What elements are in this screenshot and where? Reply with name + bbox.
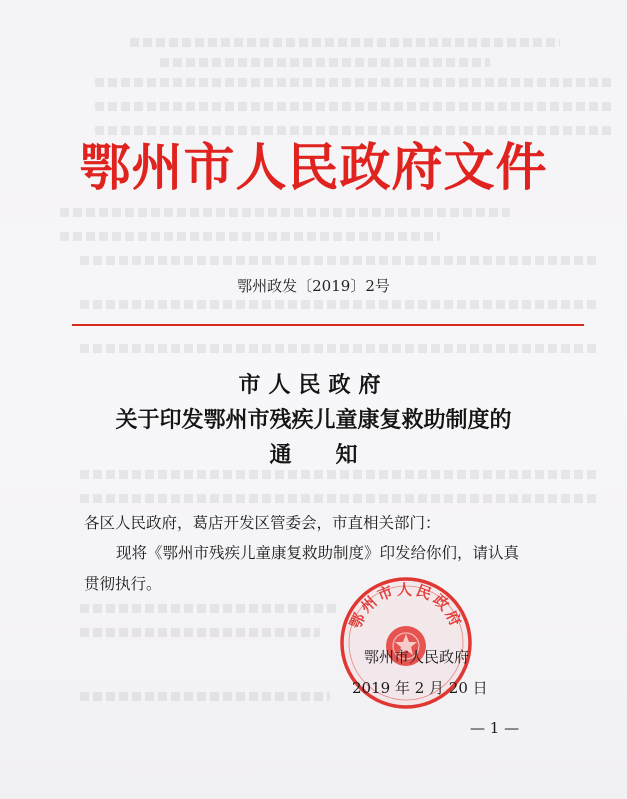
body-paragraph-line-1: 现将《鄂州市残疾儿童康复救助制度》印发给你们，请认真 (116, 544, 520, 562)
bleed-through-line (80, 300, 600, 309)
bleed-through-line (80, 604, 340, 613)
page-number: — 1 — (470, 719, 520, 737)
document-masthead: 鄂州市人民政府文件 (79, 138, 548, 198)
bleed-through-line (95, 126, 615, 135)
signature-date: 2019 年 2 月 20 日 (352, 679, 488, 697)
title-type: 通知 (269, 442, 402, 468)
bleed-through-line (80, 692, 330, 701)
document-number: 鄂州政发〔2019〕2号 (237, 277, 390, 295)
title-subject: 关于印发鄂州市残疾儿童康复救助制度的 (115, 407, 512, 433)
body-paragraph-line-2: 贯彻执行。 (84, 575, 162, 593)
bleed-through-line (80, 628, 320, 637)
bleed-through-line (80, 470, 600, 479)
red-separator-rule (72, 324, 584, 326)
addressee-line: 各区人民政府，葛店开发区管委会，市直相关部门： (84, 514, 441, 532)
title-issuer: 市人民政府 (238, 372, 389, 398)
bleed-through-line (95, 78, 615, 87)
bleed-through-line (160, 58, 490, 67)
bleed-through-line (60, 232, 440, 241)
bleed-through-line (60, 208, 510, 217)
bleed-through-line (80, 256, 600, 265)
signature-organization: 鄂州市人民政府 (364, 648, 470, 666)
svg-text:鄂州市人民政府: 鄂州市人民政府 (346, 580, 466, 632)
bleed-through-line (80, 344, 600, 353)
bleed-through-line (130, 38, 560, 47)
bleed-through-line (80, 494, 600, 503)
bleed-through-line (95, 102, 615, 111)
